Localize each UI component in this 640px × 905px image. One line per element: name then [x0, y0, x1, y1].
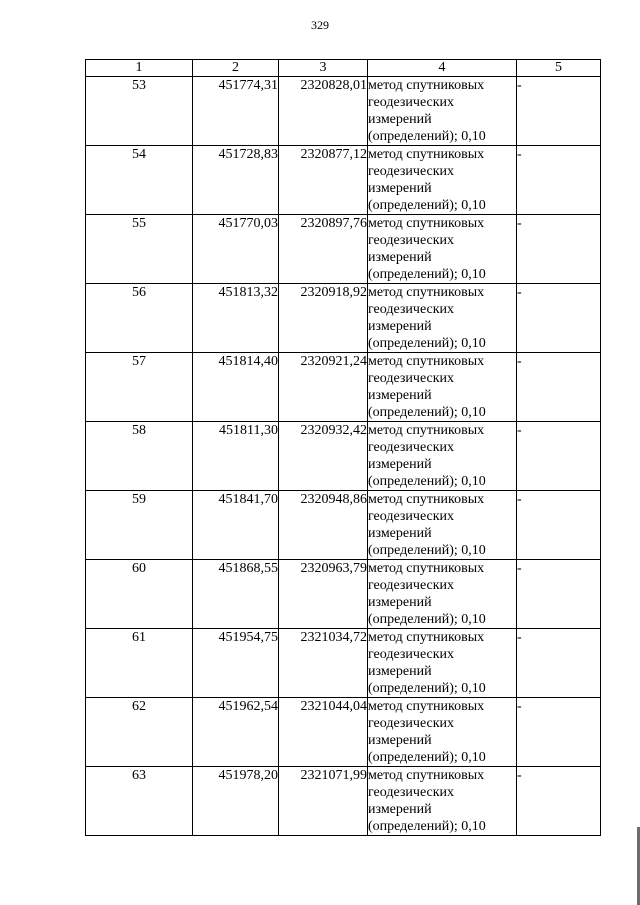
method-text-line: метод спутниковых [368, 492, 485, 507]
x-coordinate-cell: 451962,54 [193, 698, 279, 767]
y-coordinate-cell: 2320963,79 [279, 560, 368, 629]
method-text-line: (определений); 0,10 [368, 267, 486, 282]
y-coordinate-cell: 2321071,99 [279, 767, 368, 836]
method-cell [368, 146, 517, 215]
method-text-line: метод спутниковых [368, 216, 485, 231]
point-number-cell: 54 [86, 146, 193, 215]
x-coordinate-cell: 451813,32 [193, 284, 279, 353]
method-text-line: (определений); 0,10 [368, 543, 486, 558]
table-row [86, 698, 601, 767]
y-coordinate-cell: 2320932,42 [279, 422, 368, 491]
method-text-line: геодезических [368, 164, 455, 179]
y-coordinate-cell: 2320828,01 [279, 77, 368, 146]
note-cell: - [517, 629, 601, 698]
x-coordinate-cell: 451770,03 [193, 215, 279, 284]
point-number-cell: 57 [86, 353, 193, 422]
method-text-line: метод спутниковых [368, 147, 485, 162]
method-text-line: (определений); 0,10 [368, 819, 486, 834]
point-number-cell: 58 [86, 422, 193, 491]
column-header-4: 4 [368, 60, 517, 77]
method-text-line: измерений [368, 319, 432, 334]
note-cell: - [517, 77, 601, 146]
method-cell [368, 560, 517, 629]
method-text-line: (определений); 0,10 [368, 336, 486, 351]
table-row [86, 146, 601, 215]
method-text-line: метод спутниковых [368, 561, 485, 576]
method-cell [368, 284, 517, 353]
table-row [86, 215, 601, 284]
note-cell: - [517, 284, 601, 353]
method-text-line: (определений); 0,10 [368, 129, 486, 144]
method-cell [368, 215, 517, 284]
note-cell: - [517, 215, 601, 284]
method-cell [368, 629, 517, 698]
method-text-line: (определений); 0,10 [368, 405, 486, 420]
method-text-line: (определений); 0,10 [368, 750, 486, 765]
column-header-5: 5 [517, 60, 601, 77]
method-text-line: геодезических [368, 302, 455, 317]
note-cell: - [517, 560, 601, 629]
x-coordinate-cell: 451954,75 [193, 629, 279, 698]
column-header-3: 3 [279, 60, 368, 77]
coordinates-table [85, 59, 601, 836]
note-cell: - [517, 491, 601, 560]
method-text-line: измерений [368, 457, 432, 472]
method-text-line: измерений [368, 802, 432, 817]
method-text-line: измерений [368, 733, 432, 748]
table-row [86, 353, 601, 422]
method-text-line: метод спутниковых [368, 423, 485, 438]
method-text-line: измерений [368, 112, 432, 127]
method-cell [368, 491, 517, 560]
table-row [86, 629, 601, 698]
method-text-line: измерений [368, 181, 432, 196]
x-coordinate-cell: 451978,20 [193, 767, 279, 836]
method-cell [368, 422, 517, 491]
method-text-line: измерений [368, 388, 432, 403]
table-row [86, 767, 601, 836]
point-number-cell: 61 [86, 629, 193, 698]
method-cell [368, 353, 517, 422]
point-number-cell: 62 [86, 698, 193, 767]
x-coordinate-cell: 451814,40 [193, 353, 279, 422]
x-coordinate-cell: 451774,31 [193, 77, 279, 146]
table-header-row [86, 60, 601, 77]
x-coordinate-cell: 451728,83 [193, 146, 279, 215]
y-coordinate-cell: 2320948,86 [279, 491, 368, 560]
table-row [86, 77, 601, 146]
point-number-cell: 53 [86, 77, 193, 146]
method-text-line: (определений); 0,10 [368, 474, 486, 489]
point-number-cell: 56 [86, 284, 193, 353]
method-text-line: геодезических [368, 785, 455, 800]
method-text-line: (определений); 0,10 [368, 198, 486, 213]
method-text-line: геодезических [368, 371, 455, 386]
x-coordinate-cell: 451841,70 [193, 491, 279, 560]
method-text-line: (определений); 0,10 [368, 681, 486, 696]
note-cell: - [517, 146, 601, 215]
method-text-line: геодезических [368, 95, 455, 110]
page-number: 329 [311, 18, 329, 32]
method-text-line: измерений [368, 250, 432, 265]
y-coordinate-cell: 2320918,92 [279, 284, 368, 353]
method-text-line: геодезических [368, 647, 455, 662]
method-text-line: метод спутниковых [368, 78, 485, 93]
point-number-cell: 63 [86, 767, 193, 836]
method-cell [368, 698, 517, 767]
table-body [86, 77, 601, 836]
method-cell [368, 77, 517, 146]
method-text-line: метод спутниковых [368, 630, 485, 645]
method-text-line: геодезических [368, 440, 455, 455]
method-text-line: метод спутниковых [368, 699, 485, 714]
y-coordinate-cell: 2320897,76 [279, 215, 368, 284]
table-row [86, 560, 601, 629]
note-cell: - [517, 767, 601, 836]
method-text-line: геодезических [368, 233, 455, 248]
method-text-line: метод спутниковых [368, 354, 485, 369]
y-coordinate-cell: 2321044,04 [279, 698, 368, 767]
method-text-line: измерений [368, 595, 432, 610]
column-header-2: 2 [193, 60, 279, 77]
column-header-1: 1 [86, 60, 193, 77]
table-row [86, 422, 601, 491]
x-coordinate-cell: 451868,55 [193, 560, 279, 629]
method-text-line: геодезических [368, 578, 455, 593]
method-text-line: измерений [368, 526, 432, 541]
method-text-line: геодезических [368, 716, 455, 731]
method-text-line: метод спутниковых [368, 285, 485, 300]
note-cell: - [517, 698, 601, 767]
y-coordinate-cell: 2320877,12 [279, 146, 368, 215]
x-coordinate-cell: 451811,30 [193, 422, 279, 491]
y-coordinate-cell: 2320921,24 [279, 353, 368, 422]
point-number-cell: 60 [86, 560, 193, 629]
table-row [86, 491, 601, 560]
method-text-line: (определений); 0,10 [368, 612, 486, 627]
note-cell: - [517, 422, 601, 491]
method-cell [368, 767, 517, 836]
table-row [86, 284, 601, 353]
note-cell: - [517, 353, 601, 422]
point-number-cell: 59 [86, 491, 193, 560]
method-text-line: метод спутниковых [368, 768, 485, 783]
y-coordinate-cell: 2321034,72 [279, 629, 368, 698]
method-text-line: геодезических [368, 509, 455, 524]
point-number-cell: 55 [86, 215, 193, 284]
method-text-line: измерений [368, 664, 432, 679]
